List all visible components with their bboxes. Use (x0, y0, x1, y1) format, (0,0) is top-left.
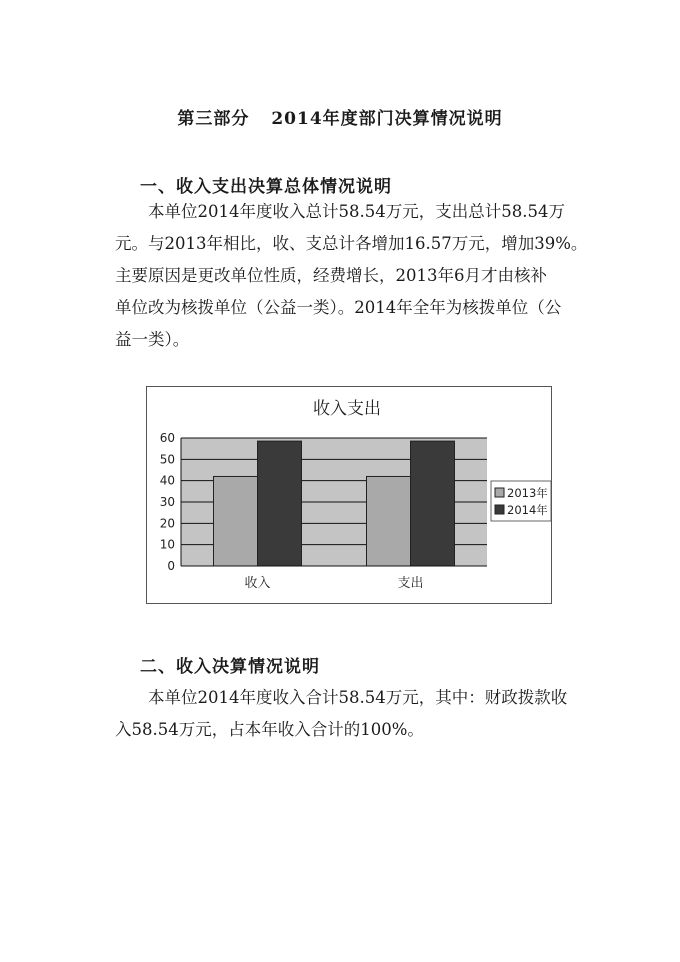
y-tick-label: 40 (159, 473, 175, 488)
chart-legend (491, 481, 551, 521)
section2-line: 入58.54万元，占本年收入合计的100%。 (115, 720, 424, 739)
bar-1-1 (411, 441, 455, 566)
page-title-main: 2014年度部门决算情况说明 (271, 109, 503, 129)
section1-line: 本单位2014年度收入总计58.54万元，支出总计58.54万 (148, 202, 565, 221)
section2-paragraph (115, 682, 581, 746)
section2-line: 本单位2014年度收入合计58.54万元，其中：财政拨款收 (148, 688, 568, 707)
section1-line: 单位改为核拨单位（公益一类）。2014年全年为核拨单位（公 (115, 298, 562, 317)
section1-line: 益一类）。 (115, 330, 190, 349)
section2-heading: 二、收入决算情况说明 (140, 657, 320, 677)
y-tick-label: 20 (159, 516, 175, 531)
page-title-part: 第三部分 (177, 109, 250, 129)
income-expense-chart (146, 386, 552, 604)
section1-paragraph (115, 196, 588, 356)
y-tick-label: 50 (159, 452, 175, 467)
bar-0-0 (214, 476, 258, 566)
bar-1-0 (367, 476, 411, 566)
legend-label: 2014年 (507, 503, 548, 517)
section1-line: 元。与2013年相比，收、支总计各增加16.57万元，增加39%。 (115, 234, 588, 253)
bar-0-1 (258, 441, 302, 566)
chart-title: 收入支出 (313, 399, 381, 419)
x-tick-label: 收入 (244, 576, 271, 591)
section1-line: 主要原因是更改单位性质，经费增长，2013年6月才由核补 (115, 266, 547, 285)
x-tick-label: 支出 (397, 576, 424, 591)
page-title (0, 104, 680, 129)
legend-label: 2013年 (507, 486, 548, 500)
legend-swatch (495, 488, 504, 497)
y-tick-label: 10 (159, 537, 175, 552)
plot-area (160, 431, 487, 591)
y-tick-label: 60 (159, 431, 175, 445)
section1-heading: 一、收入支出决算总体情况说明 (140, 177, 392, 197)
legend-swatch (495, 505, 504, 514)
y-tick-label: 30 (159, 495, 175, 509)
chart-canvas (147, 387, 551, 603)
y-tick-label: 0 (167, 559, 175, 573)
